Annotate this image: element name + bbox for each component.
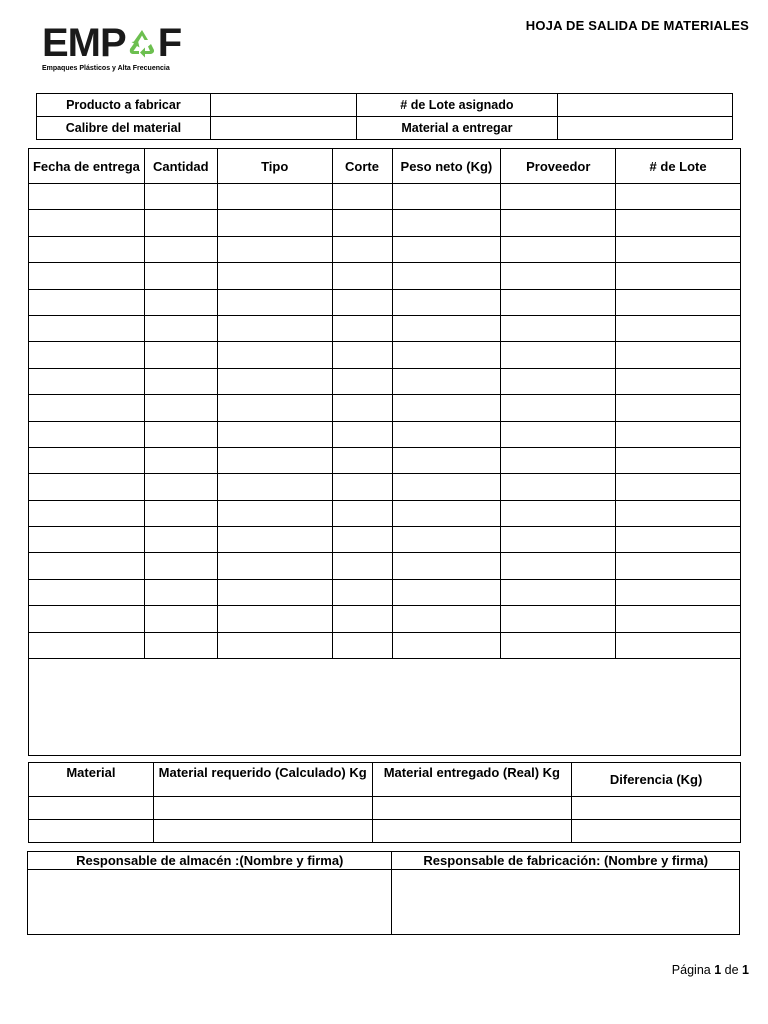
table-cell[interactable] xyxy=(29,500,145,526)
table-cell[interactable] xyxy=(332,606,392,632)
table-cell[interactable] xyxy=(217,606,332,632)
table-cell[interactable] xyxy=(392,579,501,605)
table-cell[interactable] xyxy=(501,553,616,579)
table-cell[interactable] xyxy=(501,289,616,315)
entries-table xyxy=(28,148,741,756)
table-cell[interactable] xyxy=(144,210,217,236)
table-row xyxy=(29,421,741,447)
table-cell[interactable] xyxy=(217,315,332,341)
info-row xyxy=(37,117,733,140)
table-cell[interactable] xyxy=(572,820,741,843)
table-cell[interactable] xyxy=(332,263,392,289)
table-cell[interactable] xyxy=(217,368,332,394)
table-cell[interactable] xyxy=(29,315,145,341)
document-title: HOJA DE SALIDA DE MATERIALES xyxy=(525,18,749,33)
table-cell[interactable] xyxy=(501,421,616,447)
material-label: Material a entregar xyxy=(356,117,558,140)
table-cell[interactable] xyxy=(29,342,145,368)
table-cell[interactable] xyxy=(144,500,217,526)
table-cell[interactable] xyxy=(501,184,616,210)
table-cell[interactable] xyxy=(29,421,145,447)
table-row xyxy=(29,797,741,820)
table-cell[interactable] xyxy=(392,553,501,579)
table-cell[interactable] xyxy=(29,553,145,579)
table-cell[interactable] xyxy=(29,210,145,236)
entries-header-row xyxy=(29,149,741,184)
recycle-icon xyxy=(127,27,157,61)
table-cell[interactable] xyxy=(616,368,741,394)
table-cell[interactable] xyxy=(144,474,217,500)
table-cell[interactable] xyxy=(572,797,741,820)
table-row xyxy=(29,315,741,341)
table-cell[interactable] xyxy=(616,289,741,315)
table-cell[interactable] xyxy=(144,368,217,394)
table-cell[interactable] xyxy=(616,553,741,579)
table-cell[interactable] xyxy=(392,184,501,210)
table-cell[interactable] xyxy=(217,500,332,526)
table-cell[interactable] xyxy=(217,342,332,368)
notes-row xyxy=(29,659,741,756)
table-cell[interactable] xyxy=(392,236,501,262)
table-cell[interactable] xyxy=(616,421,741,447)
table-cell[interactable] xyxy=(217,421,332,447)
table-row xyxy=(29,236,741,262)
col-diferencia-header: Diferencia (Kg) xyxy=(572,763,741,797)
logo-subtitle: Empaques Plásticos y Alta Frecuencia xyxy=(42,65,170,72)
table-cell[interactable] xyxy=(392,421,501,447)
table-cell[interactable] xyxy=(501,315,616,341)
table-cell[interactable] xyxy=(616,606,741,632)
table-cell[interactable] xyxy=(144,553,217,579)
col-corte-header: Corte xyxy=(332,149,392,184)
table-cell[interactable] xyxy=(501,210,616,236)
table-cell[interactable] xyxy=(616,210,741,236)
table-cell[interactable] xyxy=(501,236,616,262)
col-lote-header: # de Lote xyxy=(616,149,741,184)
producto-label: Producto a fabricar xyxy=(37,94,211,117)
lote-field[interactable] xyxy=(558,94,733,117)
table-row xyxy=(29,553,741,579)
table-cell[interactable] xyxy=(144,263,217,289)
logo-wordmark xyxy=(42,21,202,65)
table-cell[interactable] xyxy=(217,553,332,579)
signatures-table xyxy=(27,851,740,935)
table-cell[interactable] xyxy=(501,342,616,368)
lote-label: # de Lote asignado xyxy=(356,94,558,117)
table-row xyxy=(29,210,741,236)
table-cell[interactable] xyxy=(616,579,741,605)
table-cell[interactable] xyxy=(392,474,501,500)
col-proveedor-header: Proveedor xyxy=(501,149,616,184)
table-cell[interactable] xyxy=(29,527,145,553)
table-cell[interactable] xyxy=(332,184,392,210)
table-cell[interactable] xyxy=(217,289,332,315)
table-cell[interactable] xyxy=(332,579,392,605)
table-cell[interactable] xyxy=(501,263,616,289)
table-row xyxy=(29,184,741,210)
table-cell[interactable] xyxy=(144,236,217,262)
table-cell[interactable] xyxy=(29,447,145,473)
table-cell[interactable] xyxy=(616,263,741,289)
table-cell[interactable] xyxy=(217,447,332,473)
table-cell[interactable] xyxy=(392,447,501,473)
table-cell[interactable] xyxy=(501,606,616,632)
almacen-signature-label: Responsable de almacén :(Nombre y firma) xyxy=(28,852,392,870)
of-word: de xyxy=(724,963,739,977)
table-cell[interactable] xyxy=(29,289,145,315)
table-cell[interactable] xyxy=(616,500,741,526)
table-cell[interactable] xyxy=(392,395,501,421)
table-cell[interactable] xyxy=(392,368,501,394)
table-cell[interactable] xyxy=(616,447,741,473)
page-number xyxy=(672,963,749,977)
material-header-row xyxy=(29,763,741,797)
table-cell[interactable] xyxy=(501,527,616,553)
table-row xyxy=(29,632,741,658)
table-cell[interactable] xyxy=(29,797,154,820)
table-cell[interactable] xyxy=(501,395,616,421)
table-cell[interactable] xyxy=(332,474,392,500)
table-cell[interactable] xyxy=(392,632,501,658)
calibre-label: Calibre del material xyxy=(37,117,211,140)
table-cell[interactable] xyxy=(332,632,392,658)
table-cell[interactable] xyxy=(616,474,741,500)
col-material-header: Material xyxy=(29,763,154,797)
table-cell[interactable] xyxy=(153,820,372,843)
table-cell[interactable] xyxy=(29,632,145,658)
table-cell[interactable] xyxy=(392,500,501,526)
table-cell[interactable] xyxy=(217,263,332,289)
table-cell[interactable] xyxy=(217,527,332,553)
col-fecha-header: Fecha de entrega xyxy=(29,149,145,184)
table-cell[interactable] xyxy=(29,263,145,289)
table-cell[interactable] xyxy=(144,421,217,447)
table-row xyxy=(29,263,741,289)
table-row xyxy=(29,368,741,394)
table-cell[interactable] xyxy=(616,527,741,553)
col-entregado-header: Material entregado (Real) Kg xyxy=(372,763,572,797)
material-summary-table xyxy=(28,762,741,843)
table-cell[interactable] xyxy=(217,579,332,605)
entries-body xyxy=(29,184,741,659)
fabricacion-signature-box[interactable] xyxy=(392,870,740,935)
table-cell[interactable] xyxy=(144,632,217,658)
table-cell[interactable] xyxy=(217,395,332,421)
table-cell[interactable] xyxy=(332,500,392,526)
table-cell[interactable] xyxy=(616,236,741,262)
table-cell[interactable] xyxy=(217,632,332,658)
col-cantidad-header: Cantidad xyxy=(144,149,217,184)
producto-field[interactable] xyxy=(210,94,356,117)
table-cell[interactable] xyxy=(332,421,392,447)
table-cell[interactable] xyxy=(144,527,217,553)
table-cell[interactable] xyxy=(144,447,217,473)
table-row xyxy=(29,606,741,632)
total-pages: 1 xyxy=(742,963,749,977)
table-cell[interactable] xyxy=(332,368,392,394)
table-cell[interactable] xyxy=(29,579,145,605)
table-cell[interactable] xyxy=(616,184,741,210)
table-cell[interactable] xyxy=(392,210,501,236)
table-cell[interactable] xyxy=(29,395,145,421)
table-cell[interactable] xyxy=(29,606,145,632)
info-table xyxy=(36,93,733,140)
material-field[interactable] xyxy=(558,117,733,140)
table-cell[interactable] xyxy=(372,797,572,820)
table-cell[interactable] xyxy=(616,395,741,421)
table-row xyxy=(29,820,741,843)
table-cell[interactable] xyxy=(392,342,501,368)
notes-box[interactable] xyxy=(29,659,741,756)
table-cell[interactable] xyxy=(501,474,616,500)
table-cell[interactable] xyxy=(29,184,145,210)
table-cell[interactable] xyxy=(144,289,217,315)
table-cell[interactable] xyxy=(501,368,616,394)
table-cell[interactable] xyxy=(29,236,145,262)
table-cell[interactable] xyxy=(332,315,392,341)
table-row xyxy=(29,289,741,315)
table-cell[interactable] xyxy=(332,342,392,368)
table-cell[interactable] xyxy=(501,447,616,473)
col-peso-header: Peso neto (Kg) xyxy=(392,149,501,184)
current-page: 1 xyxy=(714,963,722,977)
logo-text-right: F xyxy=(157,21,182,65)
table-cell[interactable] xyxy=(392,315,501,341)
table-cell[interactable] xyxy=(144,184,217,210)
signatures-row xyxy=(28,870,740,935)
table-cell[interactable] xyxy=(392,289,501,315)
table-cell[interactable] xyxy=(616,342,741,368)
table-cell[interactable] xyxy=(392,263,501,289)
table-cell[interactable] xyxy=(144,395,217,421)
table-cell[interactable] xyxy=(332,210,392,236)
table-cell[interactable] xyxy=(616,632,741,658)
table-cell[interactable] xyxy=(392,527,501,553)
table-row xyxy=(29,500,741,526)
table-row xyxy=(29,342,741,368)
col-requerido-header: Material requerido (Calculado) Kg xyxy=(153,763,372,797)
table-cell[interactable] xyxy=(332,447,392,473)
table-row xyxy=(29,447,741,473)
table-cell[interactable] xyxy=(501,500,616,526)
table-cell[interactable] xyxy=(332,527,392,553)
table-cell[interactable] xyxy=(217,474,332,500)
table-cell[interactable] xyxy=(332,289,392,315)
page-word: Página xyxy=(671,963,711,977)
table-cell[interactable] xyxy=(217,210,332,236)
table-cell[interactable] xyxy=(392,606,501,632)
table-cell[interactable] xyxy=(144,579,217,605)
almacen-signature-box[interactable] xyxy=(28,870,392,935)
table-cell[interactable] xyxy=(501,632,616,658)
signatures-header-row xyxy=(28,852,740,870)
table-cell[interactable] xyxy=(372,820,572,843)
table-cell[interactable] xyxy=(332,236,392,262)
logo-text-left: EMP xyxy=(42,21,126,65)
info-row xyxy=(37,94,733,117)
table-cell[interactable] xyxy=(217,236,332,262)
table-cell[interactable] xyxy=(144,342,217,368)
table-cell[interactable] xyxy=(144,315,217,341)
table-cell[interactable] xyxy=(29,474,145,500)
table-cell[interactable] xyxy=(144,606,217,632)
calibre-field[interactable] xyxy=(210,117,356,140)
table-cell[interactable] xyxy=(501,579,616,605)
table-row xyxy=(29,474,741,500)
table-cell[interactable] xyxy=(153,797,372,820)
table-cell[interactable] xyxy=(217,184,332,210)
company-logo xyxy=(42,21,202,76)
table-row xyxy=(29,579,741,605)
table-row xyxy=(29,527,741,553)
table-cell[interactable] xyxy=(332,395,392,421)
table-cell[interactable] xyxy=(29,368,145,394)
col-tipo-header: Tipo xyxy=(217,149,332,184)
table-cell[interactable] xyxy=(616,315,741,341)
table-cell[interactable] xyxy=(29,820,154,843)
fabricacion-signature-label: Responsable de fabricación: (Nombre y firma) xyxy=(392,852,740,870)
table-row xyxy=(29,395,741,421)
table-cell[interactable] xyxy=(332,553,392,579)
